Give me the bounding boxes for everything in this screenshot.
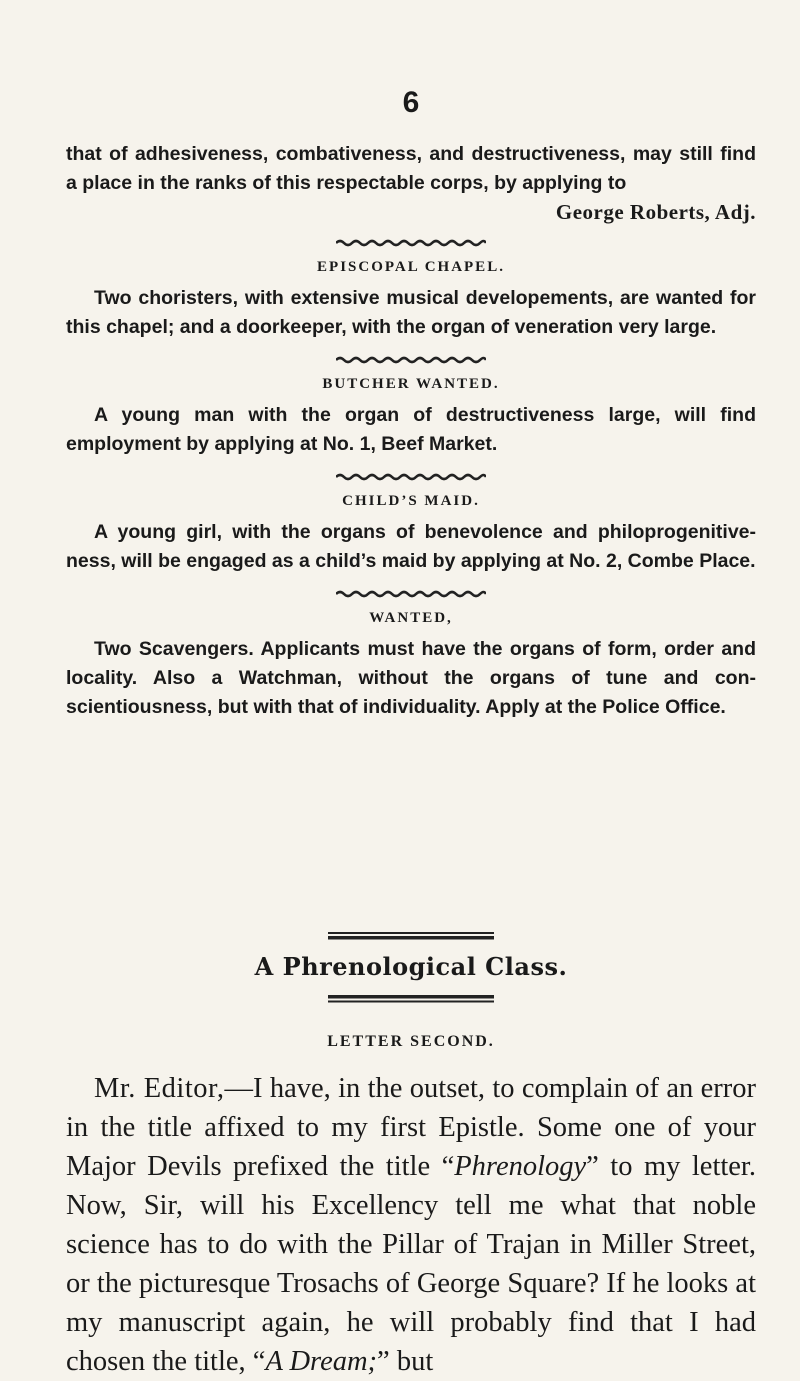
letter-text-1: —I have, in the outset, to complain of an error in the title affixed to my first Epistle. Some one of your Major Devils prefixed the title “ — [66, 1073, 756, 1182]
ad-body-butcher: A young man with the organ of destructiveness large, will find employment by applying at No. 1, Beef Market. — [66, 404, 756, 455]
opening-section — [66, 140, 756, 722]
ad-heading-butcher: BUTCHER WANTED. — [322, 376, 500, 392]
section-block — [66, 932, 756, 1381]
ad-heading-episcopal: EPISCOPAL CHAPEL. — [317, 259, 505, 275]
ad-heading-childs-maid: CHILD’S MAID. — [342, 493, 480, 509]
letter-title-phrenology: Phrenology — [454, 1151, 587, 1182]
letter-body — [66, 1069, 756, 1381]
letter-text-3: ” but — [377, 1346, 434, 1377]
signature: George Roberts, Adj. — [555, 200, 756, 224]
ad-body-wanted: Two Scavengers. Applicants must have the organs of form, order and locality. Also a Watchman, without the organs of tune and con-scientiousness, but with that of individuality. Apply at the Police Office. — [66, 638, 756, 718]
letter-heading: LETTER SECOND. — [327, 1033, 495, 1050]
ornament-squiggle — [336, 356, 486, 364]
ad-body-childs-maid: A young girl, with the organs of benevolence and philoprogenitive-ness, will be engaged as a child’s maid by applying at No. 2, Combe Place. — [66, 521, 756, 572]
divider-bottom — [328, 995, 494, 1003]
opening-text: that of adhesiveness, combativeness, and destructiveness, may still find a place in the ranks of this respectable corps, by applying to — [66, 143, 756, 194]
divider-top — [328, 932, 494, 940]
ad-heading-wanted: WANTED, — [369, 610, 453, 626]
ornament-squiggle — [336, 473, 486, 481]
letter-salutation: Mr. Editor, — [94, 1073, 225, 1104]
section-title: A Phrenological Class. — [254, 952, 568, 981]
ad-body-episcopal: Two choristers, with extensive musical developements, are wanted for this chapel; and a doorkeeper, with the organ of veneration very large. — [66, 287, 756, 338]
letter-text-2: ” to my letter. Now, Sir, will his Excellency tell me what that noble science has to do with the Pillar of Trajan in Miller Street, or the picturesque Trosachs of George Square? If he looks at my manuscript again, he will probably find that I had chosen the title, “ — [66, 1151, 756, 1377]
ornament-squiggle — [336, 590, 486, 598]
letter-title-dream: A Dream; — [265, 1346, 378, 1377]
ornament-squiggle — [336, 239, 486, 247]
page-number: 6 — [402, 86, 420, 119]
